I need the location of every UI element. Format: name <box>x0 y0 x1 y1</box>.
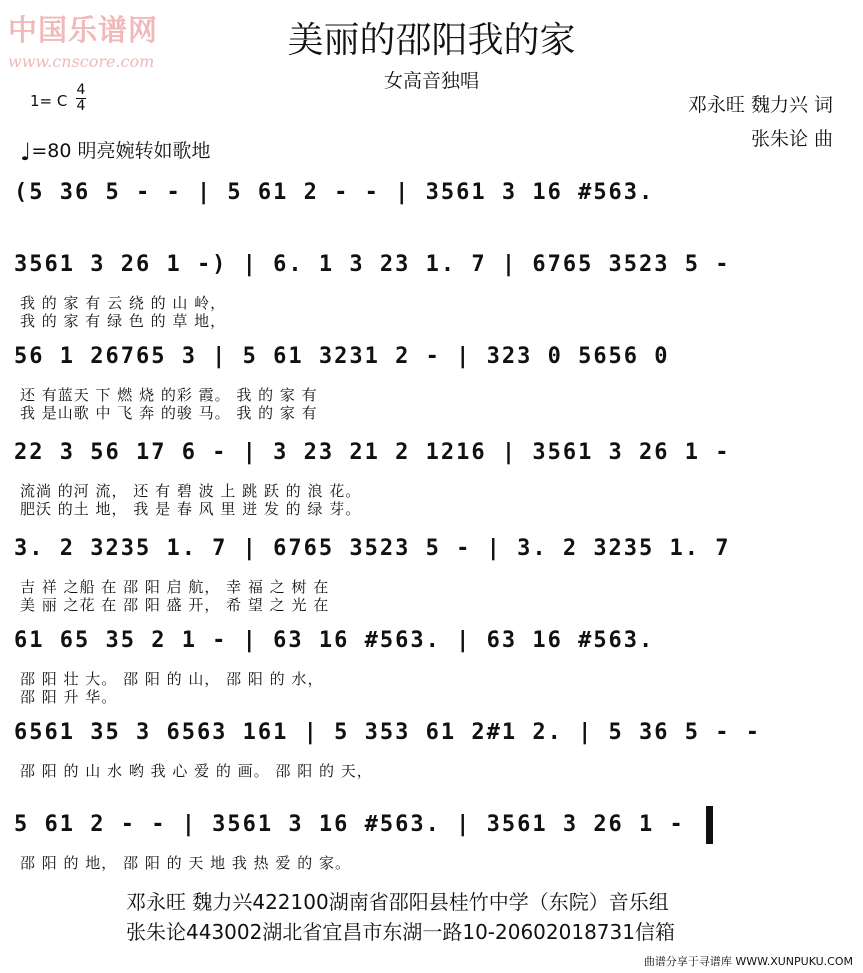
lyrics-verse-2: 邵 阳 升 华。 <box>20 688 118 706</box>
notation: 56 1 26765 3 | 5 61 3231 2 - | 323 0 5656 0 <box>14 344 670 369</box>
lyrics-verse-1: 邵 阳 的 山 水 哟 我 心 爱 的 画。 邵 阳 的 天， <box>20 762 373 780</box>
notation: (5 36 5 - - | 5 61 2 - - | 3561 3 16 #563. <box>14 180 655 205</box>
composer-address: 张朱论443002湖北省宜昌市东湖一路10-20602018731信箱 <box>126 920 675 944</box>
quarter-note-icon: ♩ <box>20 138 32 166</box>
staff-line-3 <box>0 344 863 440</box>
staff-line-2 <box>0 252 863 348</box>
composer-credit: 张朱论 曲 <box>750 128 833 150</box>
key-signature: 1= C <box>30 92 68 110</box>
notation: 3. 2 3235 1. 7 | 6765 3523 5 - | 3. 2 3235 1. 7 <box>14 536 731 561</box>
meter-bottom: 4 <box>76 98 86 114</box>
staff-line-4 <box>0 440 863 536</box>
watermark-corner: 曲谱分享于寻谱库 WWW.XUNPUKU.COM <box>643 955 853 968</box>
lyrics-verse-2: 我 是山歌 中 飞 奔 的骏 马。 我 的 家 有 <box>20 404 318 422</box>
lyrics-verse-1: 还 有蓝天 下 燃 烧 的彩 霞。 我 的 家 有 <box>20 386 318 404</box>
lyricist-credit: 邓永旺 魏力兴 词 <box>687 94 833 116</box>
lyricist-address: 邓永旺 魏力兴422100湖南省邵阳县桂竹中学（东院）音乐组 <box>126 890 669 914</box>
lyrics-verse-1: 吉 祥 之船 在 邵 阳 启 航， 幸 福 之 树 在 <box>20 578 330 596</box>
tempo-marking <box>20 136 210 166</box>
lyrics-verse-1: 邵 阳 壮 大。 邵 阳 的 山， 邵 阳 的 水， <box>20 670 324 688</box>
staff-line-6 <box>0 628 863 724</box>
song-title: 美丽的邵阳我的家 <box>287 20 576 61</box>
watermark-url: www.cnscore.com <box>8 52 155 71</box>
notation: 22 3 56 17 6 - | 3 23 21 2 1216 | 3561 3 26 1 - <box>14 440 731 465</box>
notation: 3561 3 26 1 -) | 6. 1 3 23 1. 7 | 6765 3523 5 - <box>14 252 731 277</box>
time-signature <box>76 84 86 113</box>
notation: 61 65 35 2 1 - | 63 16 #563. | 63 16 #563. <box>14 628 655 653</box>
song-subtitle: 女高音独唱 <box>383 70 479 92</box>
staff-line-7 <box>0 720 863 816</box>
notation: 6561 35 3 6563 161 | 5 353 61 2#1 2. | 5 36 5 - - <box>14 720 762 745</box>
lyrics-verse-2: 肥沃 的土 地， 我 是 春 风 里 迸 发 的 绿 芽。 <box>20 500 362 518</box>
notation: 5 61 2 - - | 3561 3 16 #563. | 3561 3 26 1 - <box>14 812 685 837</box>
watermark-site-name: 中国乐谱网 <box>8 13 159 47</box>
meter-top: 4 <box>76 82 86 98</box>
lyrics-verse-2: 美 丽 之花 在 邵 阳 盛 开， 希 望 之 光 在 <box>20 596 330 614</box>
final-barline <box>706 806 713 844</box>
lyrics-verse-2: 我 的 家 有 绿 色 的 草 地， <box>20 312 227 330</box>
staff-line-5 <box>0 536 863 632</box>
lyrics-verse-1: 流淌 的河 流， 还 有 碧 波 上 跳 跃 的 浪 花。 <box>20 482 362 500</box>
lyrics-verse-1: 邵 阳 的 地， 邵 阳 的 天 地 我 热 爱 的 家。 <box>20 854 351 872</box>
lyrics-verse-1: 我 的 家 有 云 绕 的 山 岭， <box>20 294 227 312</box>
tempo-text: =80 明亮婉转如歌地 <box>31 140 211 162</box>
